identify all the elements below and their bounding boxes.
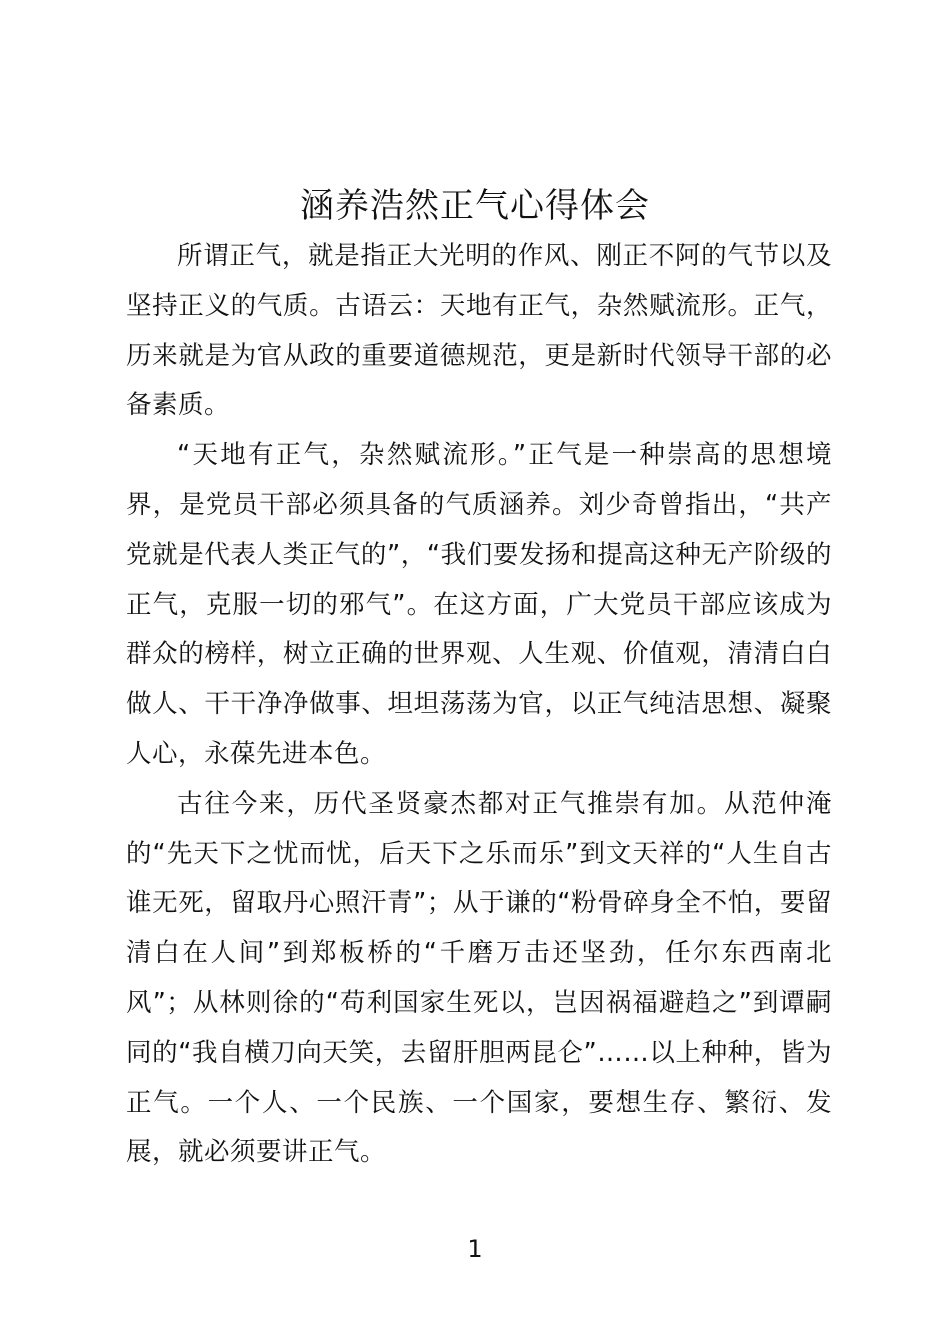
paragraph-1: 所谓正气，就是指正大光明的作风、刚正不阿的气节以及坚持正义的气质。古语云：天地有正气，杂然赋流形。正气，历来就是为官从政的重要道德规范，更是新时代领导干部的必备素质。 xyxy=(126,241,832,421)
paragraph-2: “天地有正气，杂然赋流形。”正气是一种崇高的思想境界，是党员干部必须具备的气质涵养。刘少奇曾指出，“共产党就是代表人类正气的”，“我们要发扬和提高这种无产阶级的正气，克服一切的邪气”。在这方面，广大党员干部应该成为群众的榜样，树立正确的世界观、人生观、价值观，清清白白做人、干干净净做事、坦坦荡荡为官，以正气纯洁思想、凝聚人心，永葆先进本色。 xyxy=(126,440,832,769)
document-title: 涵养浩然正气心得体会 xyxy=(300,186,650,226)
document-body xyxy=(126,232,832,1178)
page-number: 1 xyxy=(467,1235,483,1263)
paragraph-3: 古往今来，历代圣贤豪杰都对正气推崇有加。从范仲淹的“先天下之忧而忧，后天下之乐而乐”到文天祥的“人生自古谁无死，留取丹心照汗青”；从于谦的“粉骨碎身全不怕，要留清白在人间”到郑板桥的“千磨万击还坚劲，任尔东西南北风”；从林则徐的“苟利国家生死以，岂因祸福避趋之”到谭嗣同的“我自横刀向天笑，去留肝胆两昆仑”……以上种种，皆为正气。一个人、一个民族、一个国家，要想生存、繁衍、发展，就必须要讲正气。 xyxy=(126,788,832,1168)
